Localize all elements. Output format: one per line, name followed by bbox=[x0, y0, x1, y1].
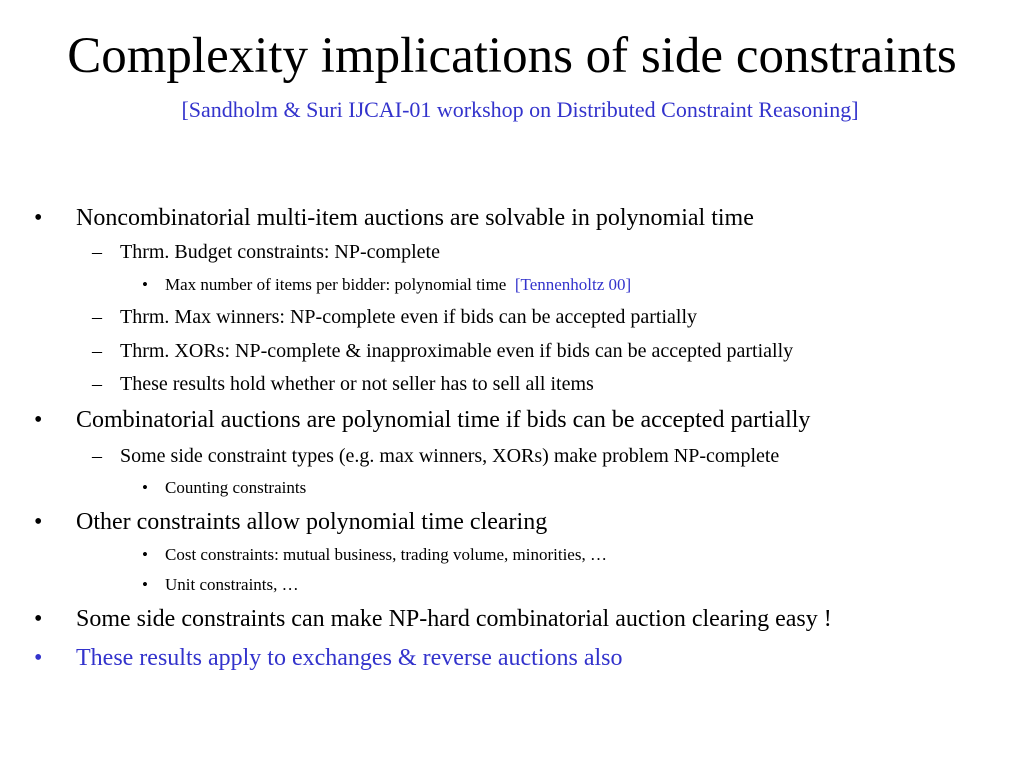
sub-bullet-marker: – bbox=[92, 306, 102, 328]
sub-sub-bullet-text: Cost constraints: mutual business, trading volume, minorities, … bbox=[165, 545, 607, 564]
sub-bullet-text: Some side constraint types (e.g. max winners, XORs) make problem NP-complete bbox=[120, 445, 780, 467]
sub-sub-bullet-marker: • bbox=[142, 575, 148, 594]
sub-bullet-marker: – bbox=[92, 340, 102, 362]
sub-sub-bullet-label: Max number of items per bidder: polynomial time bbox=[165, 275, 507, 294]
sub-sub-bullet-text: Counting constraints bbox=[165, 478, 307, 497]
bullet-text: Combinatorial auctions are polynomial time if bids can be accepted partially bbox=[76, 407, 811, 433]
sub-bullet-marker: – bbox=[92, 373, 102, 395]
sub-bullet-marker: – bbox=[92, 241, 102, 263]
slide-subtitle-citation: [Sandholm & Suri IJCAI-01 workshop on Distributed Constraint Reasoning] bbox=[181, 97, 859, 122]
sub-sub-bullet-marker: • bbox=[142, 478, 148, 497]
sub-bullet-text: These results hold whether or not seller has to sell all items bbox=[120, 373, 594, 395]
sub-sub-bullet-text bbox=[165, 274, 631, 296]
bullet-text: Some side constraints can make NP-hard combinatorial auction clearing easy ! bbox=[76, 606, 832, 632]
citation-tennenholtz: [Tennenholtz 00] bbox=[514, 275, 632, 294]
sub-sub-bullet-text: Unit constraints, … bbox=[165, 575, 299, 594]
sub-bullet-marker: – bbox=[92, 445, 102, 467]
bullet-text-highlight: These results apply to exchanges & reverse auctions also bbox=[76, 645, 623, 671]
sub-bullet-text: Thrm. XORs: NP-complete & inapproximable even if bids can be accepted partially bbox=[120, 340, 794, 362]
sub-sub-bullet-marker: • bbox=[142, 275, 148, 294]
bullet-marker: • bbox=[34, 509, 43, 535]
sub-bullet-text: Thrm. Max winners: NP-complete even if bids can be accepted partially bbox=[120, 306, 698, 328]
bullet-marker: • bbox=[34, 606, 43, 632]
slide-title: Complexity implications of side constraints bbox=[67, 28, 957, 84]
sub-bullet-text: Thrm. Budget constraints: NP-complete bbox=[120, 241, 440, 263]
sub-sub-bullet-marker: • bbox=[142, 545, 148, 564]
bullet-marker: • bbox=[34, 407, 43, 433]
bullet-text: Noncombinatorial multi-item auctions are solvable in polynomial time bbox=[76, 205, 754, 231]
bullet-marker: • bbox=[34, 645, 43, 671]
bullet-text: Other constraints allow polynomial time clearing bbox=[76, 509, 548, 535]
bullet-marker: • bbox=[34, 205, 43, 231]
